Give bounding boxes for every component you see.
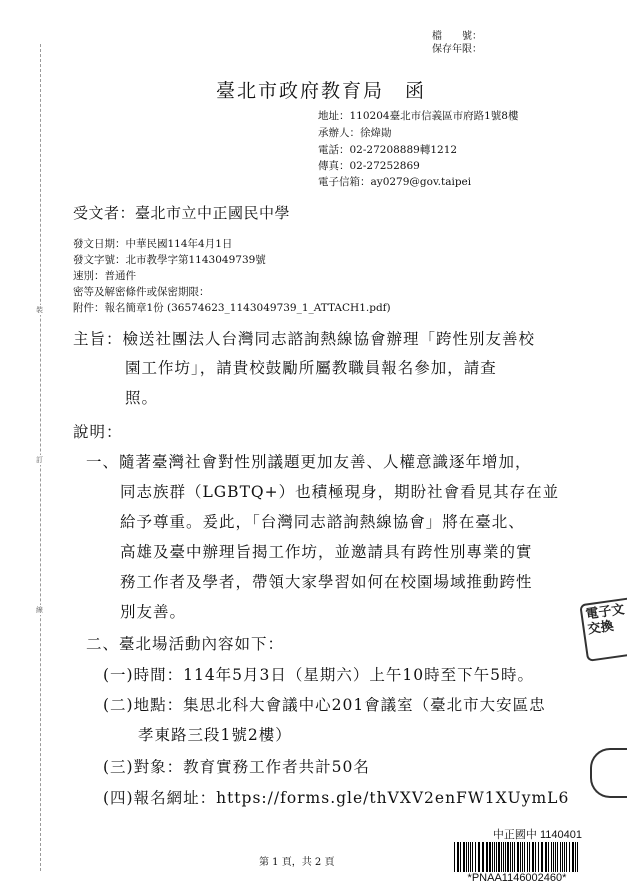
barcode-bar	[503, 842, 504, 872]
barcode-bar	[470, 842, 471, 872]
file-number-label: 檔 號：	[432, 31, 482, 42]
barcode-number-label: 中正國中 1140401	[492, 829, 582, 841]
exchange-stamp: 電子文交換	[579, 596, 627, 662]
barcode-bar	[478, 842, 480, 872]
barcode-bar	[466, 842, 467, 872]
barcode-bar	[507, 842, 509, 872]
sender-email: 電子信箱：ay0279@gov.taipei	[318, 176, 472, 188]
barcode-bar	[463, 842, 465, 872]
barcode-bar	[514, 842, 515, 872]
barcode-bar	[569, 842, 570, 872]
barcode-bar	[551, 842, 552, 872]
barcode-bar	[468, 842, 469, 872]
barcode-bar	[482, 842, 484, 872]
margin-mark-bind: 裝	[36, 306, 43, 314]
item1-line-4: 高雄及臺中辦理旨揭工作坊，並邀請具有跨性別專業的實	[120, 543, 533, 561]
barcode-bar	[560, 842, 561, 872]
barcode-bar	[577, 842, 578, 872]
barcode-bar	[532, 842, 534, 872]
item1-line-2: 同志族群（LGBTQ+）也積極現身，期盼社會看見其存在並	[120, 483, 560, 501]
item2-audience: (三)對象：教育實務工作者共計50名	[103, 758, 370, 776]
item2-location-cont: 孝東路三段1號2樓）	[138, 726, 292, 744]
round-seal-icon	[590, 748, 627, 798]
sender-phone: 電話：02-27208889轉1212	[318, 144, 458, 156]
item2-heading: 二、臺北場活動內容如下：	[86, 635, 285, 653]
barcode-bar	[475, 842, 476, 872]
barcode-bar	[498, 842, 500, 872]
barcode-bar	[522, 842, 523, 872]
barcode-bar	[520, 842, 521, 872]
recipient: 受文者：臺北市立中正國民中學	[73, 204, 291, 222]
item1-line-1: 一、隨著臺灣社會對性別議題更加友善、人權意識逐年增加，	[86, 453, 532, 471]
barcode-bar	[492, 842, 493, 872]
barcode-bar	[505, 842, 506, 872]
item1-line-6: 別友善。	[120, 603, 187, 621]
document-title: 臺北市政府教育局 函	[216, 80, 427, 102]
barcode-bar	[572, 842, 574, 872]
barcode-bar	[496, 842, 497, 872]
barcode-bar	[538, 842, 539, 872]
barcode-block	[452, 826, 582, 884]
barcode-bar	[529, 842, 530, 872]
barcode-bar	[564, 842, 565, 872]
subject-line-3: 照。	[125, 389, 159, 407]
item2-time: (一)時間：114年5月3日（星期六）上午10時至下午5時。	[103, 666, 534, 684]
sender-handler: 承辦人：徐煒勛	[318, 127, 392, 139]
barcode-bar	[494, 842, 495, 872]
explanation-label: 說明：	[73, 423, 123, 441]
barcode-bar	[545, 842, 547, 872]
retention-label: 保存年限：	[432, 44, 482, 55]
barcode-bar	[486, 842, 488, 872]
sender-fax: 傳真：02-27252869	[318, 160, 420, 172]
barcode-bar	[562, 842, 563, 872]
barcode-bar	[510, 842, 511, 872]
subject-line-1: 主旨：檢送社團法人台灣同志諮詢熱線協會辦理「跨性別友善校	[73, 330, 536, 348]
barcode-bar	[454, 842, 455, 872]
barcode-bar	[517, 842, 519, 872]
subject-line-2: 園工作坊」，請貴校鼓勵所屬教職員報名參加，請查	[125, 359, 497, 377]
barcode-bar	[553, 842, 554, 872]
barcode-icon	[452, 842, 582, 872]
barcode-bar	[566, 842, 567, 872]
barcode-bar	[527, 842, 528, 872]
item1-line-5: 務工作者及學者，帶領大家學習如何在校園場域推動跨性	[120, 573, 533, 591]
barcode-bar	[524, 842, 525, 872]
page-number: 第 1 頁，共 2 頁	[259, 857, 335, 868]
barcode-bar	[575, 842, 576, 872]
barcode-bar	[501, 842, 502, 872]
barcode-text: *PNAA1146002460*	[467, 872, 567, 884]
document-number: 發文字號：北市教學字第1143049739號	[73, 254, 266, 266]
barcode-bar	[512, 842, 513, 872]
barcode-bar	[548, 842, 549, 872]
barcode-bar	[541, 842, 543, 872]
margin-mark-staple: 訂	[36, 456, 43, 464]
margin-mark-line: 線	[36, 606, 43, 614]
confidentiality: 密等及解密條件或保密期限：	[73, 286, 210, 298]
barcode-bar	[555, 842, 556, 872]
attachment: 附件：報名簡章1份 (36574623_1143049739_1_ATTACH1.pdf)	[73, 302, 391, 314]
item1-line-3: 給予尊重。爰此，「台灣同志諮詢熱線協會」將在臺北、	[120, 513, 525, 531]
sender-address: 地址：110204臺北市信義區市府路1號8樓	[318, 110, 519, 122]
barcode-bar	[489, 842, 491, 872]
barcode-bar	[460, 842, 461, 872]
urgency: 速別：普通件	[73, 270, 136, 282]
barcode-bar	[535, 842, 536, 872]
item2-location: (二)地點：集思北科大會議中心201會議室（臺北市大安區忠	[103, 696, 546, 714]
barcode-bar	[472, 842, 473, 872]
issue-date: 發文日期：中華民國114年4月1日	[73, 238, 233, 250]
barcode-bar	[457, 842, 459, 872]
barcode-bar	[557, 842, 558, 872]
item2-registration-url: (四)報名網址：https://forms.gle/thVXV2enFW1XUymL6	[103, 789, 570, 807]
